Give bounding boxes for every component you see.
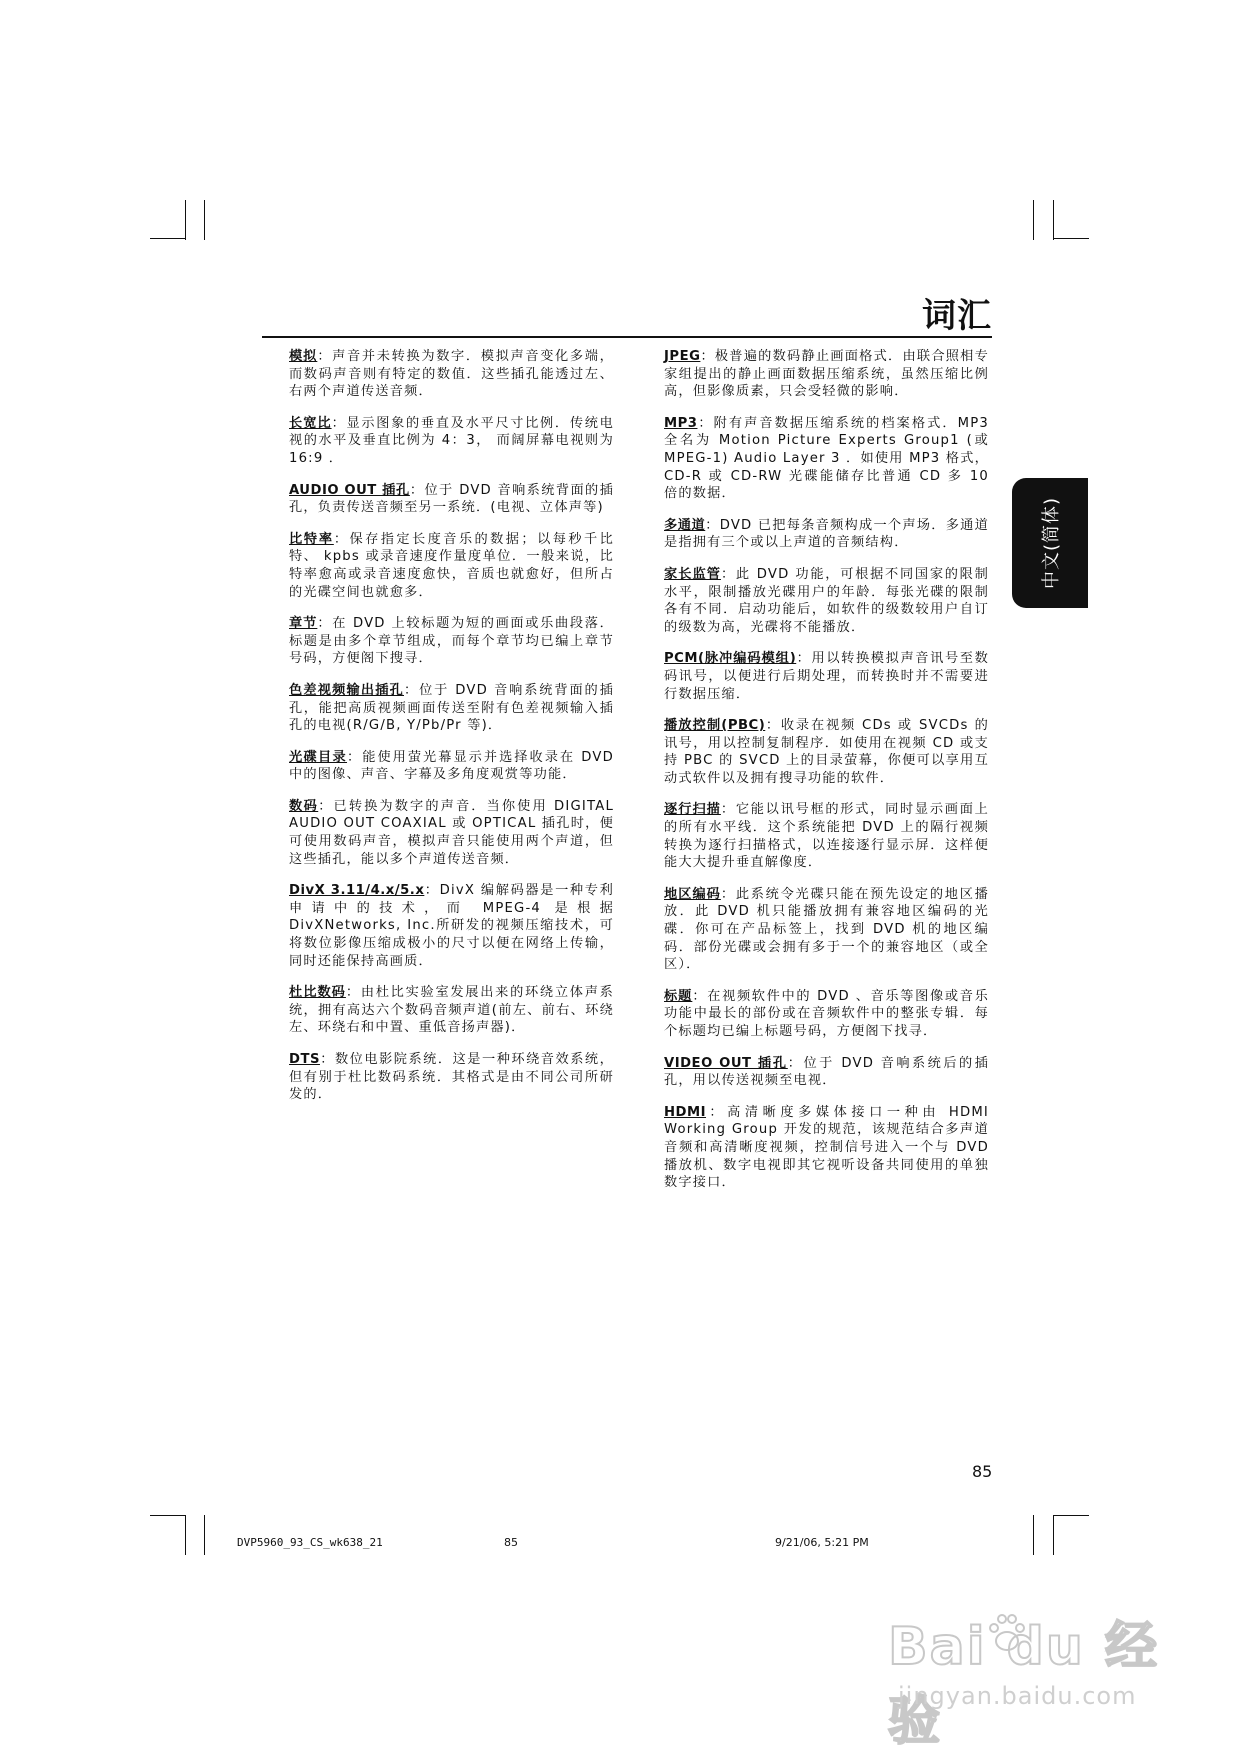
glossary-definition: ：位于 DVD 音响系统背面的插孔，能把高质视频画面传送至附有色差视频输入插孔的电视(R/G/B, Y/Pb/Pr 等)．	[289, 682, 614, 734]
glossary-definition: ：DivX 编解码器是一种专利申请中的技术，而 MPEG-4 是根据 DivXNetworks, Inc.所研发的视频压缩技术，可将数位影像压缩成极小的尺寸以便在网络上传输，同时还能保持高画质．	[289, 883, 614, 969]
glossary-definition: ：已转换为数字的声音．当你使用 DIGITAL AUDIO OUT COAXIAL 或 OPTICAL 插孔时，便可使用数码声音，模拟声音只能使用两个声道，但这些插孔，能以多个声道传送音频．	[289, 798, 615, 867]
glossary-term: DTS	[289, 1052, 320, 1067]
glossary-definition: ：保存指定长度音乐的数据；以每秒千比特、 kpbs 或录音速度作量度单位．一般来说，比特率愈高或录音速度愈快，音质也就愈好，但所占的光碟空间也就愈多．	[289, 531, 614, 600]
glossary-definition: ：DVD 已把每条音频构成一个声场．多通道是指拥有三个或以上声道的音频结构．	[664, 517, 989, 551]
watermark-logo: Bai du 经验	[888, 1617, 1159, 1752]
language-tab-label: 中文(简体)	[1041, 496, 1062, 590]
glossary-term: 地区编码	[664, 886, 721, 902]
glossary-entry	[664, 348, 989, 401]
glossary-term: JPEG	[664, 349, 701, 364]
glossary-term: 播放控制(PBC)	[664, 718, 766, 734]
glossary-definition: ：此 DVD 功能，可根据不同国家的限制水平，限制播放光碟用户的年龄．每张光碟的限制各有不同．启动功能后，如软件的级数较用户自订的级数为高，光碟将不能播放．	[664, 566, 990, 635]
crop-mark	[150, 1515, 186, 1516]
glossary-definition: ：位于 DVD 音响系统后的插孔，用以传送视频至电视．	[664, 1055, 989, 1089]
glossary-definition: ：在 DVD 上较标题为短的画面或乐曲段落．标题是由多个章节组成，而每个章节均已编上章节号码，方便阁下搜寻．	[289, 616, 615, 667]
glossary-entry	[289, 482, 614, 517]
glossary-definition: ：能使用萤光幕显示并选择收录在 DVD 中的图像、声音、字幕及多角度观赏等功能．	[289, 749, 615, 783]
glossary-entry	[664, 988, 989, 1041]
glossary-term: 模拟	[289, 349, 318, 364]
glossary-entry	[664, 415, 989, 503]
glossary-term: HDMI	[664, 1104, 707, 1120]
crop-mark	[185, 1515, 186, 1555]
footer-page: 85	[504, 1536, 518, 1549]
crop-mark	[1053, 1515, 1054, 1555]
glossary-term: 数码	[289, 798, 319, 814]
glossary-term: 光碟目录	[289, 749, 348, 765]
glossary-definition: ：数位电影院系统．这是一种环绕音效系统，但有别于杜比数码系统．其格式是由不同公司所研发的．	[289, 1052, 614, 1103]
crop-mark	[1053, 200, 1054, 240]
glossary-entry	[664, 1055, 989, 1090]
glossary-entry	[289, 749, 614, 784]
crop-mark	[185, 200, 186, 240]
glossary-term: 长宽比	[289, 415, 332, 431]
glossary-entry	[664, 650, 989, 703]
glossary-definition: ：此系统令光碟只能在预先设定的地区播放．此 DVD 机只能播放拥有兼容地区编码的光碟．你可在产品标签上，找到 DVD 机的地区编码．部份光碟或会拥有多于一个的兼容地区（或全区）．	[664, 886, 989, 973]
glossary-entry	[289, 1051, 614, 1104]
crop-mark	[1033, 200, 1034, 240]
page-title: 词汇	[922, 296, 992, 336]
glossary-entry	[289, 682, 614, 735]
footer-date: 9/21/06, 5:21 PM	[775, 1536, 869, 1549]
glossary-entry	[664, 566, 989, 636]
glossary-term: AUDIO OUT 插孔	[289, 482, 410, 498]
watermark-url: jingyan.baidu.com	[898, 1682, 1137, 1710]
paw-icon	[984, 1610, 1030, 1656]
glossary-entry	[664, 517, 989, 552]
glossary-term: PCM(脉冲编码模组)	[664, 651, 797, 667]
glossary-definition: ：收录在视频 CDs 或 SVCDs 的讯号，用以控制复制程序．如使用在视频 CD 或支持 PBC 的 SVCD 上的目录萤幕，你便可以享用互动式软件以及拥有搜寻功能的软件．	[664, 718, 989, 786]
glossary-term: 多通道	[664, 517, 706, 533]
crop-mark	[1053, 1515, 1089, 1516]
glossary-entry	[664, 717, 989, 787]
glossary-entry	[664, 801, 989, 871]
glossary-definition: ：它能以讯号框的形式，同时显示画面上的所有水平线．这个系统能把 DVD 上的隔行视频转换为逐行扫描格式，以连接逐行显示屏．这样便能大大提升垂直解像度．	[664, 802, 989, 871]
glossary-definition: ：附有声音数据压缩系统的档案格式．MP3 全名为 Motion Picture Experts Group1 (或 MPEG-1) Audio Layer 3 ．如使用 MP3 格式，CD-R 或 CD-RW 光碟能储存比普通 CD 多 10 倍的数据．	[664, 415, 989, 502]
glossary-definition: ：高清晰度多媒体接口一种由 HDMI Working Group 开发的规范，该规范结合多声道音频和高清晰度视频，控制信号进入一个与 DVD 播放机、数字电视即其它视听设备共同使用的单独数字接口．	[664, 1104, 989, 1191]
glossary-term: 逐行扫描	[664, 802, 721, 818]
glossary-entry	[289, 984, 614, 1037]
glossary-definition: ：极普遍的数码静止画面格式．由联合照相专家组提出的静止画面数据压缩系统，虽然压缩比例高，但影像质素，只会受轻微的影响．	[664, 349, 989, 400]
glossary-entry	[289, 415, 614, 468]
glossary-entry	[289, 882, 614, 970]
page-number: 85	[972, 1462, 993, 1481]
glossary-definition: ：声音并未转换为数字．模拟声音变化多端，而数码声音则有特定的数值．这些插孔能透过左、右两个声道传送音频．	[289, 349, 615, 400]
crop-mark	[204, 200, 205, 240]
glossary-term: 色差视频输出插孔	[289, 682, 404, 698]
glossary-term: 章节	[289, 616, 318, 632]
glossary-term: 家长监管	[664, 566, 721, 582]
glossary-term: DivX 3.11/4.x/5.x	[289, 883, 425, 899]
glossary-entry	[289, 798, 614, 868]
crop-mark	[150, 238, 186, 239]
glossary-term: 杜比数码	[289, 985, 346, 1001]
glossary-term: VIDEO OUT 插孔	[664, 1055, 788, 1071]
glossary-term: MP3	[664, 415, 698, 431]
glossary-entry	[289, 615, 614, 668]
glossary-definition: ：由杜比实验室发展出来的环绕立体声系统，拥有高达六个数码音频声道(前左、前右、环绕左、环绕右和中置、重低音扬声器)．	[289, 985, 614, 1036]
glossary-term: 标题	[664, 988, 693, 1004]
glossary-column-right	[664, 348, 989, 1206]
footer-filename: DVP5960_93_CS_wk638_21	[237, 1536, 383, 1549]
crop-mark	[204, 1515, 205, 1555]
glossary-definition: ：位于 DVD 音响系统背面的插孔，负责传送音频至另一系统．(电视、立体声等)	[289, 482, 615, 516]
baidu-watermark	[888, 1604, 1188, 1752]
glossary-entry	[289, 348, 614, 401]
glossary-term: 比特率	[289, 531, 334, 547]
glossary-definition: ：显示图象的垂直及水平尺寸比例．传统电视的水平及垂直比例为 4：3， 而阔屏幕电视则为 16:9 ．	[289, 415, 614, 466]
glossary-entry	[664, 1104, 989, 1192]
glossary-definition: ：用以转换模拟声音讯号至数码讯号，以便进行后期处理，而转换时并不需要进行数据压缩．	[664, 651, 989, 702]
glossary-definition: ：在视频软件中的 DVD 、音乐等图像或音乐功能中最长的部份或在音频软件中的整张专辑．每个标题均已编上标题号码，方便阁下找寻．	[664, 988, 990, 1039]
crop-mark	[1033, 1515, 1034, 1555]
language-tab	[1012, 478, 1088, 608]
glossary-column-left	[289, 348, 614, 1118]
glossary-entry	[289, 531, 614, 601]
title-rule	[262, 336, 992, 338]
crop-mark	[1053, 238, 1089, 239]
glossary-entry	[664, 886, 989, 974]
